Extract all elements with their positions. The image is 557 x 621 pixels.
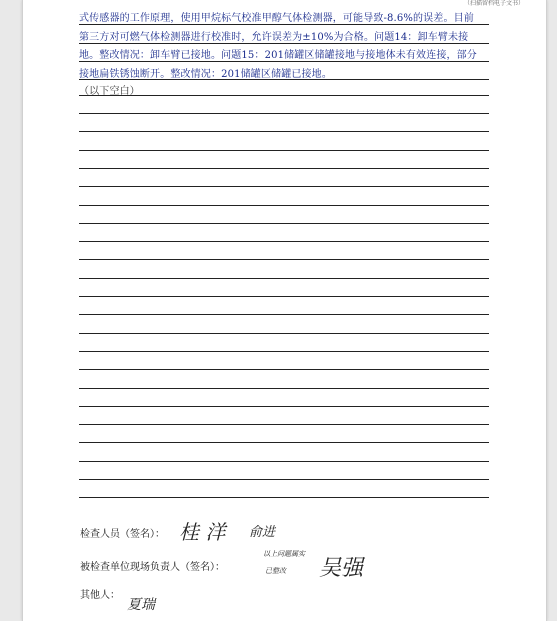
document-page [22, 0, 547, 621]
report-line-3: 地。整改情况：卸车臂已接地。问题15：201储罐区储罐接地与接地体未有效连接，部分 [79, 50, 477, 61]
others-signature: 夏瑞 [127, 597, 155, 613]
ruled-line [79, 369, 489, 370]
ruled-line [79, 43, 489, 44]
report-line-2: 第三方对可燃气体检测器进行校准时，允许误差为±10%为合格。问题14：卸车臂未接 [79, 32, 469, 43]
ruled-line [79, 296, 489, 297]
responsible-note-1: 以上问题属实 [263, 550, 305, 558]
report-line-4: 接地扁铁锈蚀断开。整改情况：201储罐区储罐已接地。 [79, 69, 332, 80]
ruled-line [79, 241, 489, 242]
others-label: 其他人： [80, 590, 120, 601]
inspector-label: 检查人员（签名）： [80, 529, 165, 540]
ruled-line [79, 186, 489, 187]
ruled-line [79, 333, 489, 334]
ruled-line [79, 113, 489, 114]
ruled-line [79, 259, 489, 260]
ruled-line [79, 424, 489, 425]
inspector-signature-1: 桂 洋 [179, 520, 226, 544]
ruled-line [79, 278, 489, 279]
ruled-line [79, 79, 489, 80]
ruled-line [79, 497, 489, 498]
report-line-1: 式传感器的工作原理，使用甲烷标气校准甲醇气体检测器，可能导致-8.6%的误差。目前 [79, 13, 474, 24]
ruled-line [79, 388, 489, 389]
inspector-signature-2: 俞进 [249, 525, 276, 540]
ruled-line [79, 150, 489, 151]
ruled-line [79, 223, 489, 224]
ruled-line [79, 131, 489, 132]
ruled-line [79, 351, 489, 352]
ruled-line [79, 61, 489, 62]
ruled-line [79, 479, 489, 480]
header-note: （扫描留档电子文书） [463, 0, 524, 7]
ruled-line [79, 314, 489, 315]
ruled-line [79, 461, 489, 462]
blank-note: （以下空白） [79, 86, 140, 97]
responsible-signature: 吴强 [319, 556, 364, 581]
ruled-line [79, 205, 489, 206]
ruled-line [79, 95, 489, 96]
ruled-line [79, 406, 489, 407]
responsible-note-2: 已整改 [265, 567, 286, 575]
ruled-line [79, 168, 489, 169]
ruled-line [79, 442, 489, 443]
ruled-line [79, 24, 489, 25]
responsible-label: 被检查单位现场负责人（签名）： [80, 562, 225, 573]
